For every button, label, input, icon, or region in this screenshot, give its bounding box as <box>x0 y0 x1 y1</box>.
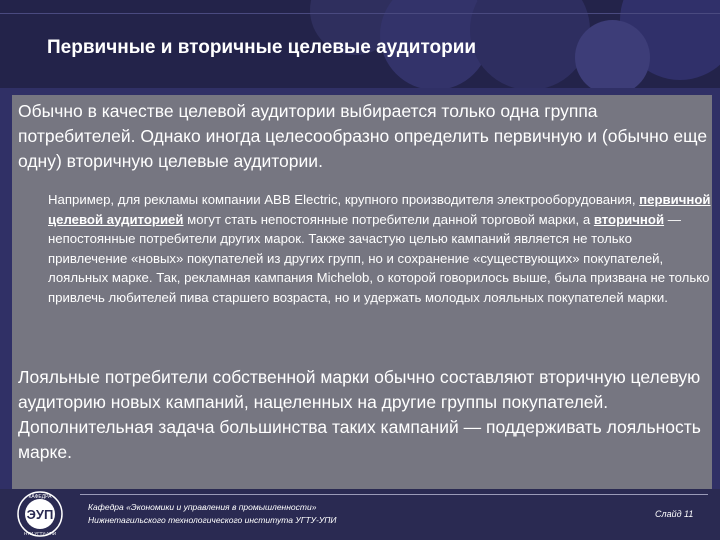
footer-rule <box>80 494 708 495</box>
example-text: — непостоянные потребители других марок. Также зачастую целью кампаний является не только привлечение «новых» покупателей из других групп, но и сохранение «существующих» покупателей, лояльных марке. Так, рекламная кампания Michelob, о которой говорилось выше, была призвана не только привлечь любителей пива старшего возраста, но и удержать молодых лояльных покупателей марки. <box>48 211 710 305</box>
footer-line-2: Нижнетагильского технологического института УГТУ-УПИ <box>88 515 337 525</box>
footer-line-1: Кафедра «Экономики и управления в промышленности» <box>88 502 317 512</box>
secondary-audience-term: вторичной <box>593 211 665 227</box>
footer-credits <box>88 501 337 527</box>
header-rule <box>0 13 720 14</box>
paragraph-intro: Обычно в качестве целевой аудитории выбирается только одна группа потребителей. Однако иногда целесообразно определить первичную и (обычно еще одну) вторичную целевые аудитории. <box>18 101 708 171</box>
example-text: могут стать непостоянные потребители данной торговой марки, а <box>183 211 594 227</box>
logo-text: ЭУП <box>26 507 54 522</box>
paragraph-example <box>48 190 713 307</box>
example-text: Например, для рекламы компании ABB Electric, крупного производителя электрооборудования, <box>48 192 640 207</box>
primary-audience-term: первичной целевой аудиторией <box>48 192 711 227</box>
logo-bottom-text: НТИ УГТУ-УПИ <box>23 531 57 536</box>
paragraph-conclusion: Лояльные потребители собственной марки обычно составляют вторичную целевую аудиторию новых кампаний, нацеленных на другие группы покупателей. Дополнительная задача большинства таких кампаний — поддерживать лояльность марке. <box>18 367 701 462</box>
logo-top-text: КАФЕДРА <box>28 494 52 500</box>
decor-circle <box>575 20 650 95</box>
slide-number: Слайд 11 <box>655 509 694 519</box>
slide-title: Первичные и вторичные целевые аудитории <box>47 37 477 58</box>
department-logo <box>14 490 66 538</box>
